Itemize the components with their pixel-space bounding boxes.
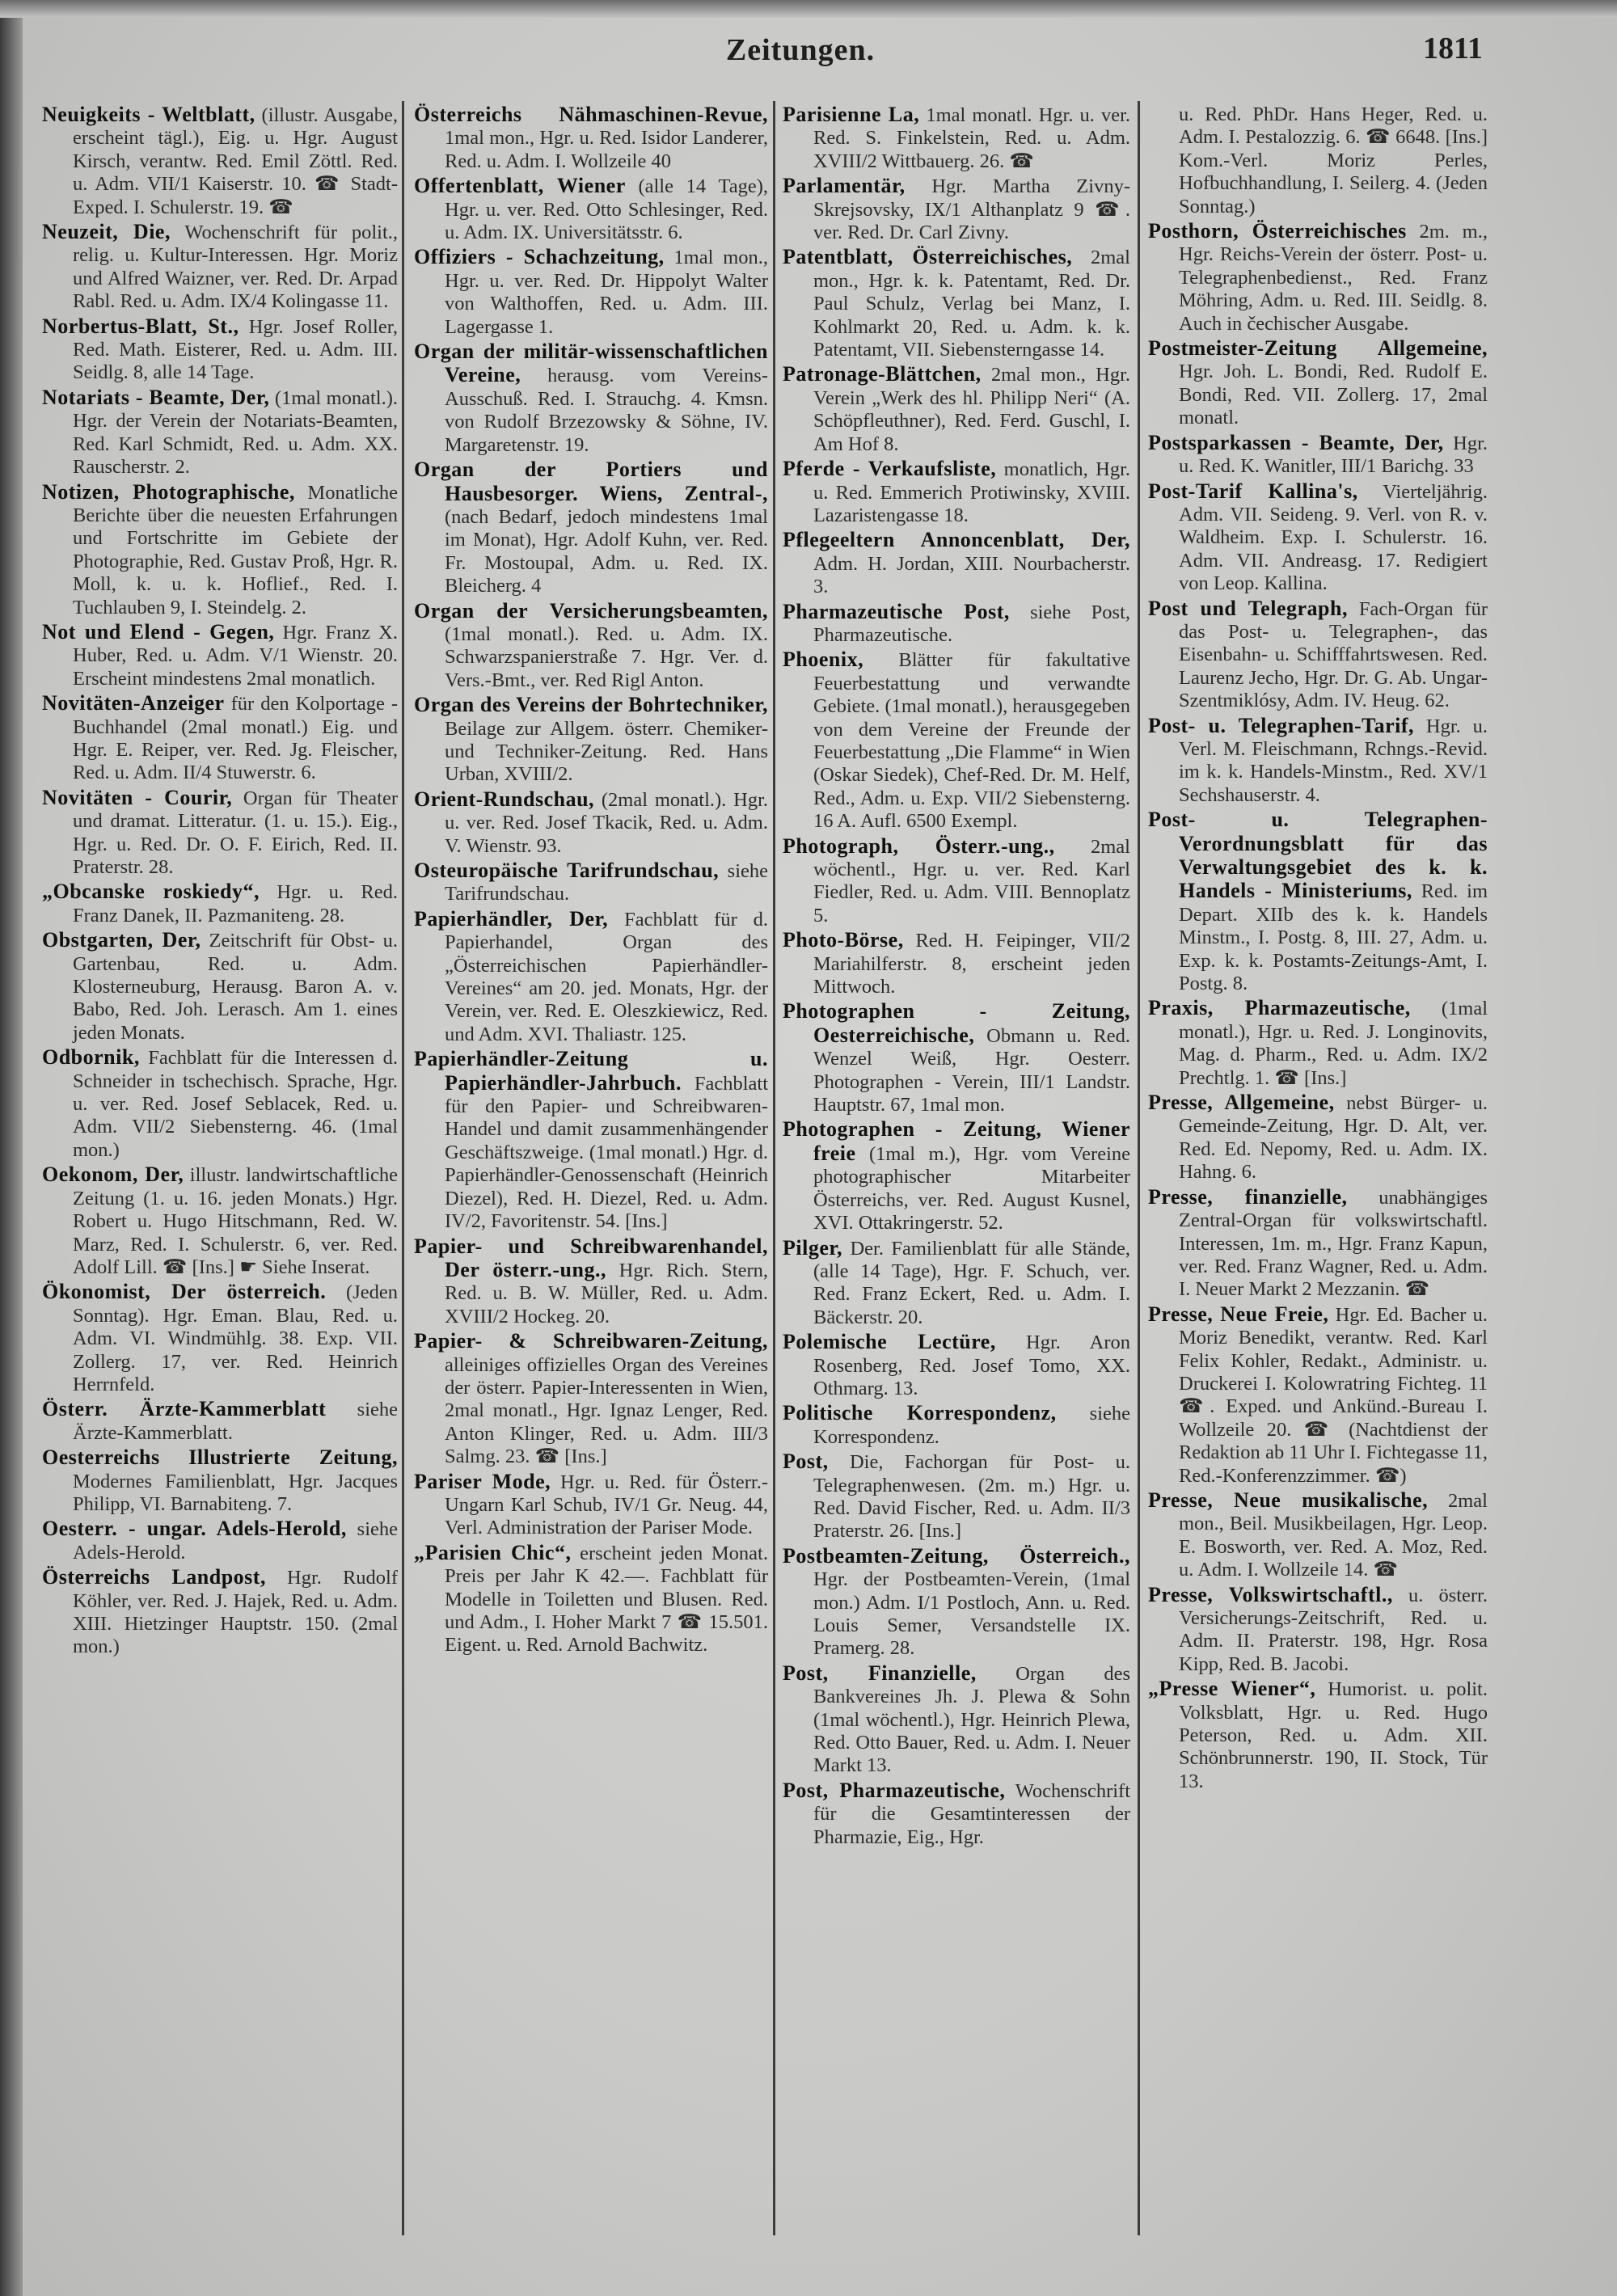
directory-entry (42, 1517, 398, 1564)
entry-title: Presse, Neue Freie, (1148, 1302, 1329, 1326)
directory-entry (783, 363, 1130, 456)
directory-entry (42, 481, 398, 619)
directory-entry (42, 929, 398, 1045)
directory-entry (783, 1450, 1130, 1543)
entry-title: „Obcanske roskiedy“, (42, 880, 260, 904)
entry-title: Papierhändler-Zeitung u. Papierhändler-Jahrbuch. (414, 1047, 768, 1095)
entry-details: Blätter für fakultative Feuerbestattung und verwandte Gebiete. (1mal monatl.), herausgegeben von dem Vereine der Freunde der Feuerbestattung „Die Flamme“ in Wien (Oskar Siedek), Chef-Red. Dr. M. Helf, Red., Adm. u. Exp. VII/2 Siebensterng. 16 A. Aufl. 6500 Exempl. (813, 649, 1130, 833)
directory-entry (783, 835, 1130, 928)
directory-entry (414, 694, 768, 787)
entry-details: (2mal monatl.). Hgr. u. ver. Red. Josef Tkacik, Red. u. Adm. V. Wienstr. 93. (445, 788, 768, 857)
entry-title: „Presse Wiener“, (1148, 1677, 1316, 1701)
entry-title: Offiziers - Schachzeitung, (414, 245, 665, 269)
directory-entry (42, 1446, 398, 1516)
entry-title: Neuzeit, Die, (42, 220, 171, 244)
directory-entry (1148, 432, 1488, 479)
entry-title: Organ der Portiers und Hausbesorger. Wiens, Zentral-, (414, 458, 768, 505)
directory-entry (783, 1118, 1130, 1235)
entry-details: (1mal m.), Hgr. vom Vereine photographischer Mitarbeiter Österreichs, ver. Red. August Kusnel, XVI. Ottakringerstr. 52. (813, 1142, 1130, 1235)
entry-details: 2m. m., Hgr. Reichs-Verein der österr. Post- u. Telegraphenbedienst., Red. Franz Möhring, Adm. u. Red. III. Seidlg. 8. Auch in čechischer Ausgabe. (1179, 221, 1488, 335)
directory-entry (783, 601, 1130, 648)
entry-title: Parlamentär, (783, 174, 906, 198)
directory-entry (783, 175, 1130, 244)
entry-details: erscheint jeden Monat. Preis per Jahr K 42.—. Fachblatt für Modelle in Toiletten und Blusen. Red. und Adm., I. Hoher Markt 7 ☎ 15.501. Eigent. u. Red. Arnold Bachwitz. (445, 1542, 768, 1657)
entry-title: Presse, Neue musikalische, (1148, 1488, 1429, 1512)
directory-entry (414, 246, 768, 339)
directory-entry (414, 1330, 768, 1468)
column-1 (42, 103, 398, 2270)
column-2 (414, 103, 768, 2270)
directory-entry (414, 340, 768, 457)
entry-title: Ökonomist, Der österreich. (42, 1280, 327, 1304)
entry-details: Humorist. u. polit. Volksblatt, Hgr. u. Red. Hugo Peterson, Red. u. Adm. XII. Schönbrunnerstr. 190, II. Stock, Tür 13. (1179, 1678, 1488, 1792)
entry-title: Odbornik, (42, 1045, 140, 1070)
entry-details: siehe Korrespondenz. (813, 1403, 1130, 1448)
directory-entry (414, 1471, 768, 1540)
entry-details: 2mal wöchentl., Hgr. u. ver. Red. Karl Fiedler, Red. u. Adm. VIII. Bennoplatz 5. (813, 835, 1130, 926)
directory-entry (42, 1566, 398, 1659)
entry-title: Organ der militär-wissenschaftlichen Vereine, (414, 340, 768, 387)
entry-details: u. österr. Versicherungs-Zeitschrift, Red. u. Adm. II. Praterstr. 198, Hgr. Rosa Kipp, Red. B. Jacobi. (1179, 1584, 1488, 1675)
entry-details: herausg. vom Vereins-Ausschuß. Red. I. Strauchg. 4. Kmsn. von Rudolf Brzezowsky & Söhne, IV. Margaretenstr. 19. (445, 365, 768, 456)
directory-entry (783, 529, 1130, 598)
entry-title: Pariser Mode, (414, 1469, 551, 1493)
directory-entry (42, 386, 398, 479)
directory-entry (414, 788, 768, 858)
directory-entry (783, 1545, 1130, 1661)
entry-details: Hgr. Josef Roller, Red. Math. Eisterer, Red. u. Adm. III. Seidlg. 8, alle 14 Tage. (73, 315, 398, 384)
directory-entry (1148, 1186, 1488, 1302)
directory-entry (414, 1048, 768, 1233)
directory-entry (42, 621, 398, 690)
entry-details: Red. im Depart. XIIb des k. k. Handels Minstm., I. Postg. 8, III. 27, Adm. u. Exp. k. k. Postamts-Zeitungs-Amt, I. Postg. 8. (1179, 880, 1488, 995)
directory-entry (1148, 480, 1488, 596)
directory-entry (1148, 1489, 1488, 1582)
directory-entry (1148, 1091, 1488, 1184)
entry-title: Obstgarten, Der, (42, 928, 201, 952)
entry-details: Hgr. Ed. Bacher u. Moriz Benedikt, verantw. Red. Karl Felix Kohler, Redakt., Administr. u. Druckerei I. Kolowratring Fichteg. 11 ☎. Exped. und Ankünd.-Bureau I. Wollzeile 20. ☎ (Nachtdienst der Redaktion ab 11 Uhr I. Fichtegasse 11, Red.-Konferenzzimmer. ☎) (1179, 1303, 1488, 1487)
directory-entry (1148, 220, 1488, 336)
entry-title: Pflegeeltern Annoncenblatt, Der, (783, 528, 1130, 552)
entry-title: Pferde - Verkaufsliste, (783, 457, 997, 481)
directory-entry (783, 246, 1130, 361)
entry-details: (nach Bedarf, jedoch mindestens 1mal im Monat), Hgr. Adolf Kuhn, ver. Red. Fr. Mostoupal, Adm. u. Red. IX. Bleicherg. 4 (445, 505, 768, 597)
entry-title: Oekonom, Der, (42, 1163, 184, 1187)
directory-entry (1148, 337, 1488, 430)
directory-entry (783, 1000, 1130, 1116)
entry-details: Organ für Theater und dramat. Litteratur. (1. u. 15.). Eig., Hgr. u. Red. Dr. O. F. Eirich, Red. II. Praterstr. 28. (73, 787, 398, 878)
directory-entry (414, 1235, 768, 1329)
entry-details: Hgr. u. Red. Franz Danek, II. Pazmaniteng. 28. (73, 881, 398, 926)
directory-entry (414, 908, 768, 1046)
directory-entry (42, 1281, 398, 1396)
entry-title: Österreichs Landpost, (42, 1565, 266, 1589)
entry-title: Post, (783, 1450, 829, 1474)
entry-title: Organ des Vereins der Bohrtechniker, (414, 693, 768, 717)
entry-details: Red. H. Feipinger, VII/2 Mariahilferstr. 8, erscheint jeden Mittwoch. (813, 930, 1130, 998)
entry-details: Die, Fachorgan für Post- u. Telegraphenwesen. (2m. m.) Hgr. u. Red. David Fischer, Red. u. Adm. II/3 Praterstr. 26. [Ins.] (813, 1451, 1130, 1543)
directory-entry (783, 1779, 1130, 1849)
entry-details: Monatliche Berichte über die neuesten Erfahrungen und Fortschritte im Gebiete der Photographie, Red. Gustav Proß, Hgr. R. Moll, k. u. k. Hoflief., Red. I. Tuchlauben 9, I. Steindelg. 2. (73, 481, 398, 618)
entry-title: Presse, Allgemeine, (1148, 1091, 1335, 1115)
entry-details: 1mal mon., Hgr. u. ver. Red. Dr. Hippolyt Walter von Walthoffen, Red. u. Adm. III. Lagergasse 1. (445, 247, 768, 338)
entry-title: Politische Korrespondenz, (783, 1401, 1057, 1425)
entry-title: Photographen - Zeitung, Oesterreichische, (783, 999, 1130, 1047)
entry-details: (alle 14 Tage), Hgr. u. ver. Red. Otto Schlesinger, Red. u. Adm. IX. Universitätsstr. 6. (445, 175, 768, 244)
entry-title: Post und Telegraph, (1148, 596, 1348, 620)
directory-entry (783, 103, 1130, 173)
entry-details: Hgr. Rich. Stern, Red. u. B. W. Müller, Red. u. Adm. XVIII/2 Hockeg. 20. (445, 1259, 768, 1327)
entry-details: Hgr. Rudolf Köhler, ver. Red. J. Hajek, Red. u. Adm. XIII. Hietzinger Hauptstr. 150. (2mal mon.) (73, 1567, 398, 1658)
entry-title: Oesterreichs Illustrierte Zeitung, (42, 1446, 398, 1470)
directory-entry (783, 1237, 1130, 1330)
column-divider (402, 101, 404, 2235)
entry-title: Patentblatt, Österreichisches, (783, 245, 1073, 269)
entry-title: Postmeister-Zeitung Allgemeine, (1148, 336, 1488, 361)
entry-title: Not und Elend - Gegen, (42, 619, 275, 644)
entry-title: Postsparkassen - Beamte, Der, (1148, 430, 1444, 454)
entry-details: Fachblatt für d. Papierhandel, Organ des „Österreichischen Papierhändler-Vereines“ am 20. jed. Monats, Hgr. der Verein, ver. Red. E. Oleszkiewicz, Red. und Adm. XVI. Thaliastr. 125. (445, 908, 768, 1045)
column-3 (783, 103, 1130, 2270)
directory-entry (42, 787, 398, 880)
entry-details: Hgr. der Postbeamten-Verein, (1mal mon.) Adm. I/1 Postloch, Ann. u. Red. Louis Semer, Versandstelle IX. Pramerg. 28. (813, 1568, 1130, 1660)
entry-title: Photograph, Österr.-ung., (783, 834, 1055, 858)
entry-details: Zeitschrift für Obst- u. Gartenbau, Red. u. Adm. Klosterneuburg, Herausg. Baron A. v. Babo, Red. Joh. Lerasch. Am 1. eines jeden Monats. (73, 930, 398, 1044)
directory-entry (783, 1402, 1130, 1449)
entry-title: Parisienne La, (783, 103, 920, 126)
entry-details: unabhängiges Zentral-Organ für volkswirtschaftl. Interessen, 1m. m., Hgr. Franz Kapun, ver. Red. Franz Wagner, Red. u. Adm. I. Neuer Markt 2 Mezzanin. ☎ (1179, 1186, 1488, 1301)
directory-entry (42, 315, 398, 385)
entry-title: Pharmazeutische Post, (783, 599, 1010, 623)
entry-details: Hgr. Aron Rosenberg, Red. Josef Tomo, XX. Othmarg. 13. (813, 1332, 1130, 1399)
entry-details: Hgr. u. Verl. M. Fleischmann, Rchngs.-Revid. im k. k. Handels-Minstm., Red. XV/1 Sechshauserstr. 4. (1179, 715, 1488, 806)
directory-entry (783, 458, 1130, 527)
directory-entry (1148, 597, 1488, 713)
entry-details: Hgr. Franz X. Huber, Red. u. Adm. V/1 Wienstr. 20. Erscheint mindestens 2mal monatlich. (73, 621, 398, 690)
entry-details: (1mal monatl.). Hgr. der Verein der Notariats-Beamten, Red. Karl Schmidt, Red. u. Adm. XX. Rauscherstr. 2. (73, 386, 398, 479)
entry-title: Post-Tarif Kallina's, (1148, 479, 1358, 503)
directory-entry (414, 458, 768, 597)
entry-title: Photo-Börse, (783, 928, 904, 952)
entry-title: Neuigkeits - Weltblatt, (42, 103, 255, 126)
entry-title: Papierhändler, Der, (414, 906, 609, 931)
entry-details: siehe Adels-Herold. (73, 1518, 398, 1564)
entry-details: Der. Familienblatt für alle Stände, (alle 14 Tage), Hgr. F. Schuch, ver. Red. Franz Eckert, Red. u. Adm. I. Bäckerstr. 20. (813, 1237, 1130, 1328)
entry-title: Praxis, Pharmazeutische, (1148, 996, 1411, 1020)
entry-details: siehe Post, Pharmazeutische. (813, 601, 1130, 646)
directory-entry (783, 929, 1130, 998)
directory-entry (1148, 1584, 1488, 1677)
directory-entry (42, 1163, 398, 1279)
entry-details: Obmann u. Red. Wenzel Weiß, Hgr. Oesterr. Photographen - Verein, III/1 Landstr. Hauptstr. 67, 1mal mon. (813, 1024, 1130, 1116)
entry-title: Oesterr. - ungar. Adels-Herold, (42, 1517, 347, 1541)
entry-details: Beilage zur Allgem. österr. Chemiker- und Techniker-Zeitung. Red. Hans Urban, XVIII/2. (445, 717, 768, 786)
directory-entry (42, 1046, 398, 1162)
entry-title: Österreichs Nähmaschinen-Revue, (414, 103, 768, 126)
entry-title: Post- u. Telegraphen-Tarif, (1148, 713, 1415, 737)
directory-entry (414, 175, 768, 244)
entry-details: für den Kolportage - Buchhandel (2mal monatl.) Eig. und Hgr. E. Reiper, ver. Red. Jg. Fleischer, Red. u. Adm. II/4 Stuwerstr. 6. (73, 693, 398, 784)
entry-details: Vierteljährig. Adm. VII. Seideng. 9. Verl. von R. v. Waldheim. Exp. I. Schulerstr. 16. Adm. VII. Andreasg. 17. Redigiert von Leop. Kallina. (1179, 480, 1488, 595)
entry-title: Novitäten-Anzeiger (42, 691, 225, 715)
entry-details: Hgr. u. Red. für Österr.-Ungarn Karl Schub, IV/1 Gr. Neug. 44, Verl. Administration der Pariser Mode. (445, 1471, 768, 1539)
entry-details: Wochenschrift für die Gesamtinteressen der Pharmazie, Eig., Hgr. (813, 1779, 1130, 1848)
entry-title: Österr. Ärzte-Kammerblatt (42, 1397, 327, 1421)
entry-title: Norbertus-Blatt, St., (42, 314, 239, 338)
entry-details: Fachblatt für die Interessen d. Schneider in tschechisch. Sprache, Hgr. u. ver. Red. Josef Seblacek, Red. u. Adm. VII/2 Siebensterng. 46. (1mal mon.) (73, 1047, 398, 1161)
entry-details: 2mal mon., Hgr. Verein „Werk des hl. Philipp Neri“ (A. Schöpfleuthner), Red. Ferd. Guschl, I. Am Hof 8. (813, 364, 1130, 455)
entry-title: Presse, finanzielle, (1148, 1184, 1348, 1209)
entry-details: alleiniges offizielles Organ des Vereines der österr. Papier-Interessenten in Wien, 2mal monatl., Hgr. Ignaz Lenger, Red. Anton Klinger, Red. u. Adm. III/3 Salmg. 23. ☎ [Ins.] (445, 1353, 768, 1468)
entry-details: 2mal mon., Beil. Musikbeilagen, Hgr. Leop. E. Bosworth, ver. Red. A. Moz, Red. u. Adm. I. Wollzeile 14. ☎ (1179, 1489, 1488, 1581)
scan-edge-top (0, 0, 1617, 18)
entry-title: Notariats - Beamte, Der, (42, 385, 270, 409)
entry-details: Hgr. Joh. L. Bondi, Red. Rudolf E. Bondi, Red. VII. Zollerg. 17, 2mal monatl. (1179, 361, 1488, 429)
entry-title: Post- u. Telegraphen-Verordnungsblatt für das Verwaltungsgebiet des k. k. Handels - Ministeriums, (1148, 808, 1488, 903)
entry-details: 1mal monatl. Hgr. u. ver. Red. S. Finkelstein, Red. u. Adm. XVIII/2 Wittbauerg. 26. ☎ (813, 104, 1130, 172)
entry-details: (1mal monatl.), Hgr. u. Red. J. Longinovits, Mag. d. Pharm., Red. u. Adm. IX/2 Prechtlg. 1. ☎ [Ins.] (1179, 998, 1488, 1089)
entry-title: Pilger, (783, 1235, 843, 1260)
entry-title: Phoenix, (783, 648, 864, 672)
entry-details: 1mal mon., Hgr. u. Red. Isidor Landerer, Red. u. Adm. I. Wollzeile 40 (445, 127, 768, 172)
directory-entry (414, 1542, 768, 1657)
directory-entry (1148, 808, 1488, 995)
directory-entry (42, 221, 398, 314)
entry-details: 2mal mon., Hgr. k. k. Patentamt, Red. Dr. Paul Schulz, Verlag bei Manz, I. Kohlmarkt 20, Red. u. Adm. k. k. Patentamt, VII. Siebensterngasse 14. (813, 247, 1130, 361)
directory-entry (414, 859, 768, 906)
directory-entry (414, 103, 768, 173)
entry-title: Patronage-Blättchen, (783, 362, 982, 386)
directory-entry (42, 880, 398, 927)
entry-title: Organ der Versicherungsbeamten, (414, 598, 768, 623)
entry-details: (Jeden Sonntag). Hgr. Eman. Blau, Red. u. Adm. VI. Windmühlg. 38. Exp. VII. Zollerg. 17, ver. Red. Heinrich Herrnfeld. (73, 1281, 398, 1395)
column-divider (773, 101, 775, 2235)
page-title: Zeitungen. (725, 33, 876, 67)
directory-entry (783, 1331, 1130, 1400)
directory-entry (42, 1398, 398, 1445)
entry-title: Osteuropäische Tarifrundschau, (414, 859, 720, 882)
entry-details: monatlich, Hgr. u. Red. Emmerich Protiwinsky, XVIII. Lazaristengasse 18. (813, 458, 1130, 526)
entry-details: Fach-Organ für das Post- u. Telegraphen-, das Eisenbahn- u. Schifffahrtswesen. Red. Laurenz Jecho, Hgr. Dr. G. Ab. Ungar-Szentmiklósy, Adm. IV. Heug. 62. (1179, 597, 1488, 712)
entry-title: Papier- & Schreibwaren-Zeitung, (414, 1329, 768, 1353)
column-4 (1148, 103, 1488, 2270)
entry-title: Notizen, Photographische, (42, 479, 295, 504)
entry-title: Offertenblatt, Wiener (414, 174, 626, 198)
entry-details: (1mal monatl.). Red. u. Adm. IX. Schwarzspanierstraße 7. Hgr. Ver. d. Vers.-Bmt., ver. Red Rigl Anton. (445, 623, 768, 691)
directory-entry (1148, 997, 1488, 1090)
directory-entry (42, 103, 398, 219)
directory-entry (1148, 1303, 1488, 1488)
directory-entry (783, 648, 1130, 833)
entry-details: illustr. landwirtschaftliche Zeitung (1. u. 16. jeden Monats.) Hgr. Robert u. Hugo Hitschmann, Red. W. Marz, Red. I. Schulerstr. 6, ver. Red. Adolf Lill. ☎ [Ins.] ☛ Siehe Inserat. (73, 1164, 398, 1278)
column-divider (1138, 101, 1140, 2235)
entry-details: Hgr. u. Red. K. Wanitler, III/1 Barichg. 33 (1179, 432, 1488, 478)
entry-continuation: u. Red. PhDr. Hans Heger, Red. u. Adm. I. Pestalozzig. 6. ☎ 6648. [Ins.] Kom.-Verl. Moriz Perles, Hofbuchhandlung, I. Seilerg. 4. (Jeden Sonntag.) (1179, 103, 1488, 217)
entry-title: Orient-Rundschau, (414, 787, 595, 811)
entry-details: Organ des Bankvereines Jh. J. Plewa & Sohn (1mal wöchentl.), Hgr. Heinrich Plewa, Red. Otto Bauer, Red. u. Adm. I. Neuer Markt 13. (813, 1662, 1130, 1777)
directory-entry (1148, 715, 1488, 808)
entry-title: Polemische Lectüre, (783, 1330, 996, 1354)
entry-title: Novitäten - Courir, (42, 785, 233, 809)
entry-details: Adm. H. Jordan, XIII. Nourbacherstr. 3. (813, 552, 1130, 598)
directory-entry (414, 600, 768, 693)
entry-title: Postbeamten-Zeitung, Österreich., (783, 1543, 1130, 1568)
entry-details: Fachblatt für den Papier- und Schreibwaren-Handel und damit zusammenhängender Geschäftszweige. (1mal monatl.) Hgr. d. Papierhändler-Genossenschaft (Heinrich Diezel), Red. H. Diezel, Red. u. Adm. IV/2, Favoritenstr. 54. [Ins.] (445, 1072, 768, 1233)
entry-title: „Parisien Chic“, (414, 1540, 572, 1564)
directory-entry (783, 1662, 1130, 1778)
page-number: 1811 (1423, 32, 1483, 65)
entry-details: siehe Ärzte-Kammerblatt. (73, 1399, 398, 1444)
entry-title: Post, Pharmazeutische, (783, 1778, 1006, 1802)
directory-entry (1148, 1678, 1488, 1793)
entry-details: (illustr. Ausgabe, erscheint tägl.), Eig. u. Hgr. August Kirsch, verantw. Red. Emil Zöttl. Red. u. Adm. VII/1 Kaiserstr. 10. ☎ Stadt-Exped. I. Schulerstr. 19. ☎ (73, 104, 398, 218)
entry-title: Post, Finanzielle, (783, 1661, 977, 1685)
entry-title: Posthorn, Österreichisches (1148, 219, 1407, 243)
entry-title: Presse, Volkswirtschaftl., (1148, 1582, 1393, 1606)
entry-details: Modernes Familienblatt, Hgr. Jacques Philipp, VI. Barnabiteng. 7. (73, 1470, 398, 1515)
entry-title: Photographen - Zeitung, Wiener freie (783, 1117, 1130, 1165)
entry-details: nebst Bürger- u. Gemeinde-Zeitung, Hgr. D. Alt, ver. Red. Ed. Nepomy, Red. u. Adm. IX. Hahng. 6. (1179, 1092, 1488, 1184)
entry-title: Papier- und Schreibwarenhandel, Der österr.-ung., (414, 1234, 768, 1281)
entry-details: siehe Tarifrundschau. (445, 860, 768, 905)
entry-details: Hgr. Martha Zivny-Skrejsovsky, IX/1 Althanplatz 9 ☎. ver. Red. Dr. Carl Zivny. (813, 175, 1130, 244)
entry-details: Wochenschrift für polit., relig. u. Kultur-Interessen. Hgr. Moriz und Alfred Waizner, ver. Red. Dr. Arpad Rabl. Red. u. Adm. IX/4 Kolingasse 11. (73, 222, 398, 313)
scan-edge-left (0, 0, 23, 2296)
directory-entry (42, 692, 398, 785)
